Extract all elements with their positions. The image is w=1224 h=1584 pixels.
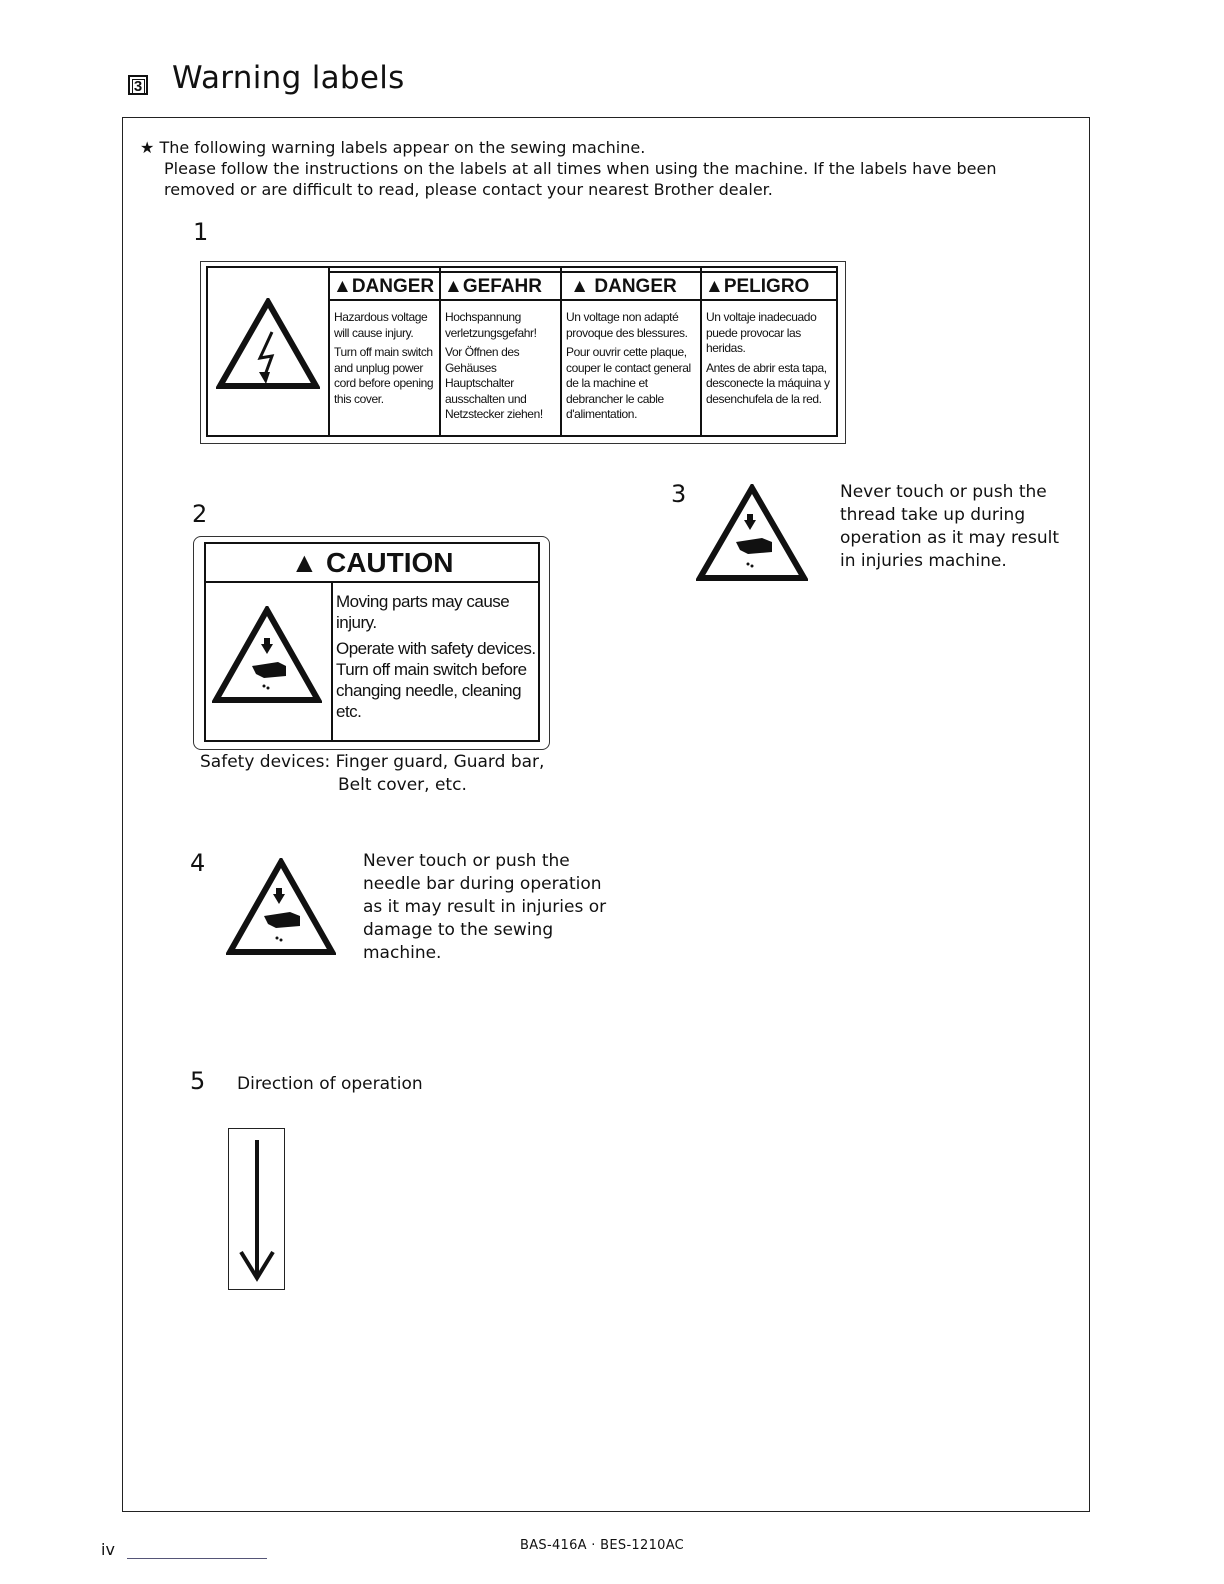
label-2-number: 2	[192, 500, 208, 528]
label-1-number: 1	[193, 218, 209, 246]
label-1-column-fr: ▲ DANGER Un voltage non adapté provoque des blessures. Pour ouvrir cette plaque, couper le contact general de la machine et debrancher le cable d'alimentation.	[560, 266, 701, 437]
label-5-number: 5	[190, 1067, 206, 1095]
high-voltage-warning-icon	[216, 298, 320, 390]
footer-rule	[127, 1558, 267, 1559]
section-number-box: 3	[128, 75, 148, 95]
label-3-description: Never touch or push the thread take up during operation as it may result in injuries machine.	[840, 482, 1060, 571]
label-1-column-en: ▲DANGER Hazardous voltage will cause injury. Turn off main switch and unplug power cord before opening this cover.	[328, 266, 440, 437]
intro-text: ★ The following warning labels appear on the sewing machine. Please follow the instructions on the labels at all times when using the machine. If the labels have been removed or are difficult to read, please contact your nearest Brother dealer.	[140, 138, 997, 199]
model-number: BAS-416A · BES-1210AC	[520, 1538, 685, 1553]
label-2-divider	[331, 582, 333, 742]
caution-text: Moving parts may cause injury. Operate with safety devices. Turn off main switch before changing needle, cleaning etc.	[336, 592, 536, 721]
label-4-description: Never touch or push the needle bar during operation as it may result in injuries or damage to the sewing machine.	[363, 851, 607, 963]
needle-bar-warning-icon	[226, 858, 336, 956]
page-number: iv	[101, 1540, 115, 1559]
star-icon: ★	[140, 138, 155, 157]
caution-header: ▲ CAUTION	[204, 542, 540, 583]
page-title: Warning labels	[172, 60, 405, 96]
label-1-header-de: ▲GEFAHR	[441, 271, 561, 301]
direction-label: Direction of operation	[237, 1074, 423, 1094]
thread-take-up-warning-icon	[696, 484, 808, 582]
hand-crush-warning-icon	[212, 606, 322, 704]
label-1-column-es: ▲PELIGRO Un voltaje inadecuado puede provocar las heridas. Antes de abrir esta tapa, desconecte la máquina y desenchufela de la red.	[700, 266, 838, 437]
down-arrow-icon	[238, 1140, 276, 1282]
label-4-number: 4	[190, 849, 206, 877]
label-1-text-grid	[328, 266, 838, 437]
label-1-column-de: ▲GEFAHR Hochspannung verletzungsgefahr! Vor Öffnen des Gehäuses Hauptschalter ausschalten und Netzstecker ziehen!	[439, 266, 561, 437]
label-1-header-fr: ▲ DANGER	[562, 271, 701, 301]
label-1-header-es: ▲PELIGRO	[702, 271, 836, 301]
safety-devices-note: Safety devices: Finger guard, Guard bar, Belt cover, etc.	[200, 752, 545, 795]
label-1-header-en: ▲DANGER	[330, 271, 440, 301]
label-3-number: 3	[671, 480, 687, 508]
